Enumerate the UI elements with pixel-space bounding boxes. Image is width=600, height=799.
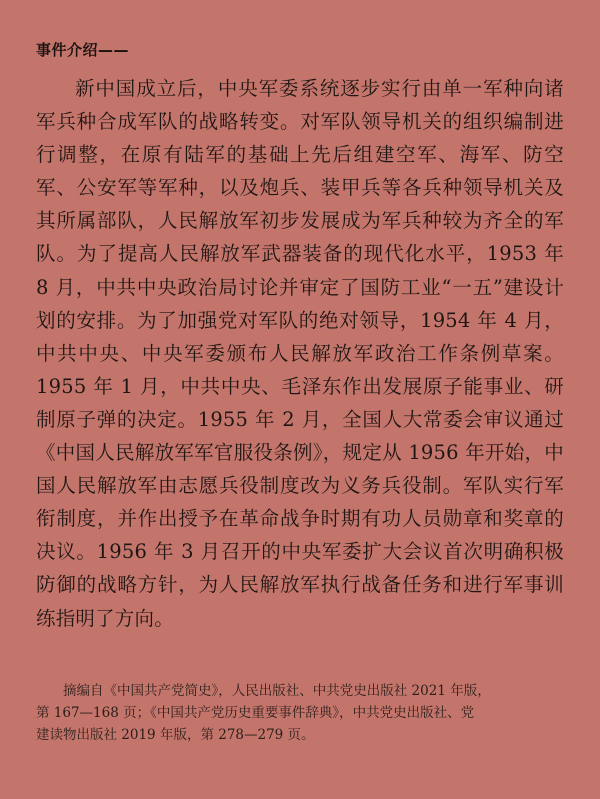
source-citation-line-1: 摘编自《中国共产党简史》，人民出版社、中共党史出版社 2021 年版， <box>63 683 491 699</box>
event-description-paragraph: 新中国成立后，中央军委系统逐步实行由单一军种向诸军兵种合成军队的战略转变。对军队领导机关的组织编制进行调整，在原有陆军的基础上先后组建空军、海军、防空军、公安军等军种，以及炮兵、装甲兵等各兵种领导机关及其所属部队，人民解放军初步发展成为军兵种较为齐全的军队。为了提高人民解放军武器装备的现代化水平，1953 年 8 月，中共中央政治局讨论并审定了国防工业“一五”建设计划的安排。为了加强党对军队的绝对领导，1954 年 4 月，中共中央、中央军委颁布人民解放军政治工作条例草案。1955 年 1 月，中共中央、毛泽东作出发展原子能事业、研制原子弹的决定。1955 年 2 月，全国人大常委会审议通过《中国人民解放军军官服役条例》，规定从 1956 年开始，中国人民解放军由志愿兵役制度改为义务兵役制。军队实行军衔制度，并作出授予在革命战争时期有功人员勋章和奖章的决议。1956 年 3 月召开的中央军委扩大会议首次明确积极防御的战略方针，为人民解放军执行战备任务和进行军事训练指明了方向。 <box>36 77 564 630</box>
source-citation <box>36 680 566 746</box>
source-citation-line-2: 第 167—168 页；《中国共产党历史重要事件辞典》，中共党史出版社、党 <box>36 705 475 721</box>
section-label: 事件介绍—— <box>36 41 130 59</box>
source-citation-line-3: 建读物出版社 2019 年版，第 278—279 页。 <box>36 727 315 743</box>
